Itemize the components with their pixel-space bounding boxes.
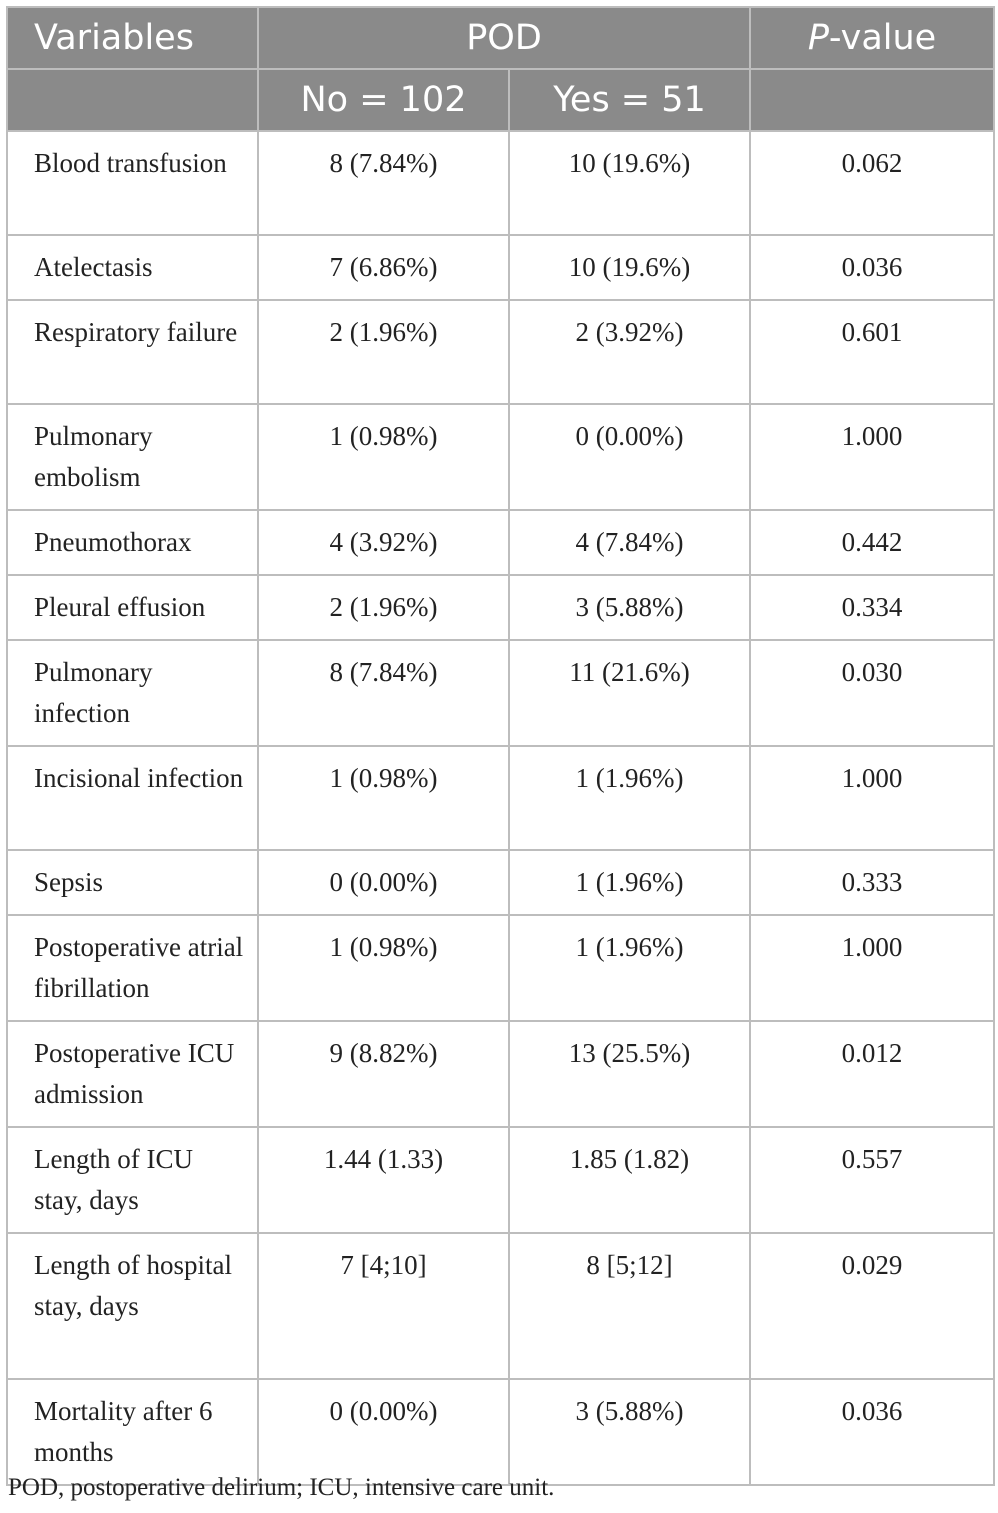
- table-row: [7, 1021, 994, 1127]
- p-value-cell: 0.333: [750, 850, 994, 915]
- variable-cell: Incisional infection: [7, 746, 258, 850]
- variable-cell: Sepsis: [7, 850, 258, 915]
- no-cell: 7 (6.86%): [258, 235, 509, 300]
- no-cell: 0 (0.00%): [258, 1379, 509, 1485]
- table-row: [7, 1379, 994, 1485]
- table-body: [7, 131, 994, 1485]
- p-value-cell: 0.012: [750, 1021, 994, 1127]
- variables-subheader-empty: [7, 69, 258, 131]
- no-cell: 8 (7.84%): [258, 131, 509, 235]
- p-value-cell: 0.601: [750, 300, 994, 404]
- p-value-cell: 0.029: [750, 1233, 994, 1379]
- yes-cell: 11 (21.6%): [509, 640, 750, 746]
- p-value-header: [750, 7, 994, 69]
- table-row: [7, 404, 994, 510]
- p-value-cell: 0.062: [750, 131, 994, 235]
- yes-cell: 2 (3.92%): [509, 300, 750, 404]
- p-value-cell: 1.000: [750, 746, 994, 850]
- variable-cell: Pulmonary infection: [7, 640, 258, 746]
- pod-group-header: POD: [258, 7, 750, 69]
- variable-cell: Postoperative atrial fibrillation: [7, 915, 258, 1021]
- table-row: [7, 510, 994, 575]
- yes-cell: 1 (1.96%): [509, 915, 750, 1021]
- variables-header: Variables: [7, 7, 258, 69]
- no-cell: 2 (1.96%): [258, 575, 509, 640]
- no-cell: 4 (3.92%): [258, 510, 509, 575]
- no-cell: 1 (0.98%): [258, 915, 509, 1021]
- yes-cell: 10 (19.6%): [509, 235, 750, 300]
- table-footnote: POD, postoperative delirium; ICU, intensive care unit.: [8, 1474, 555, 1501]
- p-value-suffix: -value: [828, 18, 937, 58]
- table-row: [7, 850, 994, 915]
- variable-cell: Length of ICU stay, days: [7, 1127, 258, 1233]
- variable-cell: Pleural effusion: [7, 575, 258, 640]
- yes-cell: 8 [5;12]: [509, 1233, 750, 1379]
- p-value-cell: 0.442: [750, 510, 994, 575]
- yes-cell: 1.85 (1.82): [509, 1127, 750, 1233]
- no-cell: 0 (0.00%): [258, 850, 509, 915]
- yes-cell: 1 (1.96%): [509, 850, 750, 915]
- p-value-italic: P: [807, 18, 829, 58]
- variable-cell: Postoperative ICU admission: [7, 1021, 258, 1127]
- table-row: [7, 575, 994, 640]
- yes-cell: 4 (7.84%): [509, 510, 750, 575]
- yes-cell: 10 (19.6%): [509, 131, 750, 235]
- yes-cell: 13 (25.5%): [509, 1021, 750, 1127]
- p-value-cell: 0.030: [750, 640, 994, 746]
- no-cell: 1.44 (1.33): [258, 1127, 509, 1233]
- variable-cell: Respiratory failure: [7, 300, 258, 404]
- p-value-cell: 1.000: [750, 404, 994, 510]
- yes-group-header: Yes = 51: [509, 69, 750, 131]
- table-row: [7, 1127, 994, 1233]
- variable-cell: Pulmonary embolism: [7, 404, 258, 510]
- yes-cell: 1 (1.96%): [509, 746, 750, 850]
- table-row: [7, 640, 994, 746]
- yes-cell: 3 (5.88%): [509, 1379, 750, 1485]
- variable-cell: Pneumothorax: [7, 510, 258, 575]
- table-row: [7, 1233, 994, 1379]
- p-value-cell: 0.036: [750, 235, 994, 300]
- no-cell: 9 (8.82%): [258, 1021, 509, 1127]
- table-header: [7, 7, 994, 131]
- no-cell: 1 (0.98%): [258, 746, 509, 850]
- p-value-cell: 0.334: [750, 575, 994, 640]
- variable-cell: Blood transfusion: [7, 131, 258, 235]
- yes-cell: 0 (0.00%): [509, 404, 750, 510]
- yes-cell: 3 (5.88%): [509, 575, 750, 640]
- no-cell: 1 (0.98%): [258, 404, 509, 510]
- p-value-cell: 0.557: [750, 1127, 994, 1233]
- table-row: [7, 746, 994, 850]
- no-group-header: No = 102: [258, 69, 509, 131]
- no-cell: 7 [4;10]: [258, 1233, 509, 1379]
- variable-cell: Mortality after 6 months: [7, 1379, 258, 1485]
- p-value-cell: 1.000: [750, 915, 994, 1021]
- variable-cell: Atelectasis: [7, 235, 258, 300]
- p-value-cell: 0.036: [750, 1379, 994, 1485]
- table-row: [7, 131, 994, 235]
- table-row: [7, 915, 994, 1021]
- p-value-subheader-empty: [750, 69, 994, 131]
- no-cell: 2 (1.96%): [258, 300, 509, 404]
- variable-cell: Length of hospital stay, days: [7, 1233, 258, 1379]
- table-row: [7, 300, 994, 404]
- no-cell: 8 (7.84%): [258, 640, 509, 746]
- table-row: [7, 235, 994, 300]
- results-table: [6, 6, 995, 1486]
